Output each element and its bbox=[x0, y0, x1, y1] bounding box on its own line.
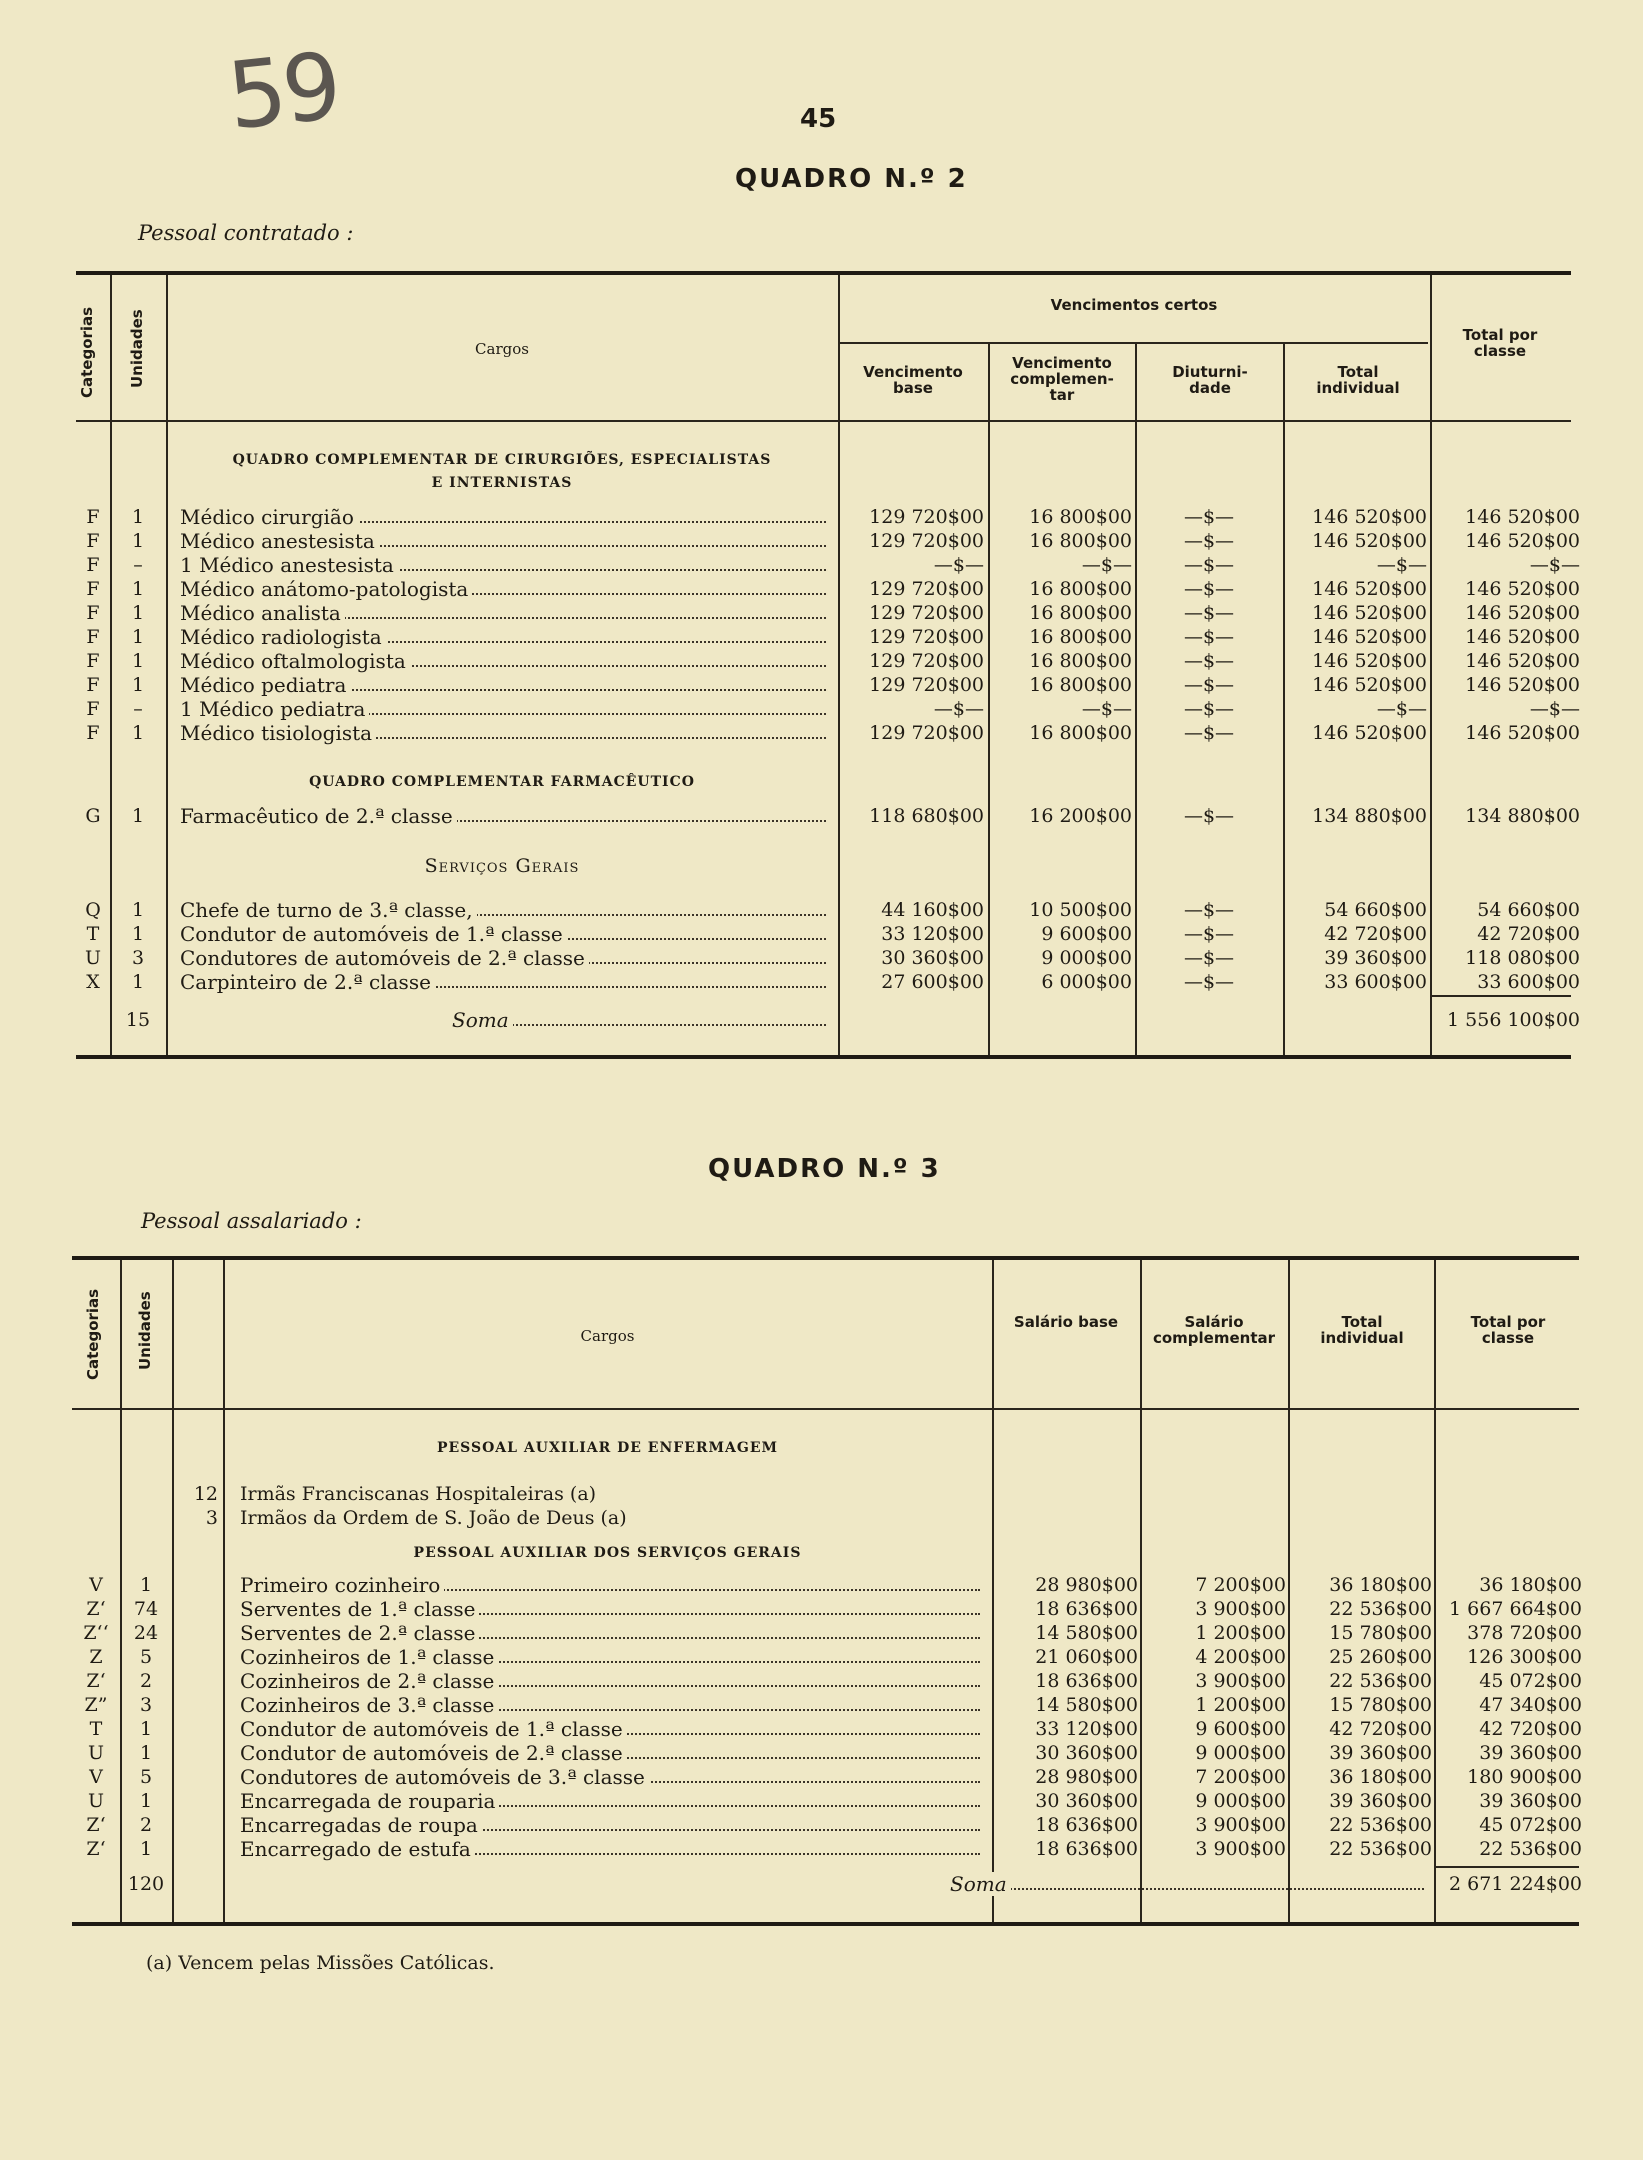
row-diuturnidade: —$— bbox=[1183, 805, 1235, 827]
row-cargo: Médico anátomo-patologista bbox=[180, 577, 832, 601]
row-diuturnidade: —$— bbox=[1183, 626, 1235, 648]
q3-header-total-por-classe: Total por classe bbox=[1470, 1313, 1546, 1347]
row-total-por-classe: 134 880$00 bbox=[1465, 805, 1580, 827]
row-cargo: Médico oftalmologista bbox=[180, 649, 832, 673]
row-categoria: Q bbox=[85, 899, 101, 921]
page-number: 45 bbox=[800, 104, 837, 134]
row-unidades: 1 bbox=[139, 1838, 153, 1860]
row-categoria: T bbox=[89, 1718, 103, 1740]
header-vencimentos-certos: Vencimentos certos bbox=[1050, 296, 1218, 314]
row-vencimento-base: 30 360$00 bbox=[881, 947, 984, 969]
header-categorias: Categorias bbox=[78, 306, 96, 398]
row-categoria: F bbox=[86, 626, 100, 648]
row-vencimento-complementar: 16 800$00 bbox=[1029, 650, 1132, 672]
row-total-individual: 146 520$00 bbox=[1312, 602, 1427, 624]
row-categoria: F bbox=[86, 602, 100, 624]
row-cargo: Médico cirurgião bbox=[180, 505, 832, 529]
row-categoria: X bbox=[86, 971, 100, 993]
row-total-individual: 146 520$00 bbox=[1312, 506, 1427, 528]
row-vencimento-complementar: 9 000$00 bbox=[1041, 947, 1132, 969]
q2-soma-total: 1 556 100$00 bbox=[1447, 1009, 1580, 1031]
row-cargo: Médico tisiologista bbox=[180, 721, 832, 745]
row-cargo: Cozinheiros de 2.ª classe bbox=[240, 1669, 986, 1693]
q2-soma-units: 15 bbox=[125, 1009, 151, 1031]
row-salario-base: 14 580$00 bbox=[1035, 1694, 1138, 1716]
quadro-2-subtitle: Pessoal contratado : bbox=[138, 221, 354, 245]
row-total-individual: 15 780$00 bbox=[1329, 1694, 1432, 1716]
row-diuturnidade: —$— bbox=[1183, 947, 1235, 969]
row-total-individual: 36 180$00 bbox=[1329, 1574, 1432, 1596]
header-unidades: Unidades bbox=[128, 309, 146, 388]
row-total-individual: 134 880$00 bbox=[1312, 805, 1427, 827]
row-vencimento-base: —$— bbox=[933, 554, 984, 576]
row-cargo: Serventes de 2.ª classe bbox=[240, 1621, 986, 1645]
row-vencimento-complementar: 16 200$00 bbox=[1029, 805, 1132, 827]
row-categoria: Z‘ bbox=[86, 1670, 106, 1692]
row-salario-complementar: 7 200$00 bbox=[1195, 1766, 1286, 1788]
row-cargo: Médico anestesista bbox=[180, 529, 832, 553]
row-vencimento-base: 33 120$00 bbox=[881, 923, 984, 945]
row-unidades: 1 bbox=[131, 626, 145, 648]
row-total-individual: —$— bbox=[1376, 698, 1427, 720]
row-cargo: Encarregadas de roupa bbox=[240, 1813, 986, 1837]
row-total-individual: 146 520$00 bbox=[1312, 650, 1427, 672]
q3-soma-label: Soma bbox=[950, 1872, 1430, 1896]
row-total-por-classe: 146 520$00 bbox=[1465, 506, 1580, 528]
row-categoria: Z‘ bbox=[86, 1838, 106, 1860]
row-vencimento-complementar: 10 500$00 bbox=[1029, 899, 1132, 921]
row-cargo: Médico radiologista bbox=[180, 625, 832, 649]
row-categoria: F bbox=[86, 650, 100, 672]
row-cargo: Médico pediatra bbox=[180, 673, 832, 697]
row-salario-complementar: 9 600$00 bbox=[1195, 1718, 1286, 1740]
row-categoria: F bbox=[86, 722, 100, 744]
handwritten-page-number: 59 bbox=[222, 32, 343, 151]
row-vencimento-complementar: 16 800$00 bbox=[1029, 674, 1132, 696]
row-salario-base: 28 980$00 bbox=[1035, 1574, 1138, 1596]
row-diuturnidade: —$— bbox=[1183, 554, 1235, 576]
header-vencimento-base: Vencimento base bbox=[863, 363, 963, 397]
row-vencimento-base: 129 720$00 bbox=[869, 578, 984, 600]
row-cargo: Encarregada de rouparia bbox=[240, 1789, 986, 1813]
row-total-por-classe: 54 660$00 bbox=[1477, 899, 1580, 921]
row-unidades: 1 bbox=[131, 923, 145, 945]
row-categoria: F bbox=[86, 698, 100, 720]
row-categoria: F bbox=[86, 578, 100, 600]
row-total-individual: 146 520$00 bbox=[1312, 674, 1427, 696]
header-diuturnidade: Diuturni- dade bbox=[1172, 363, 1248, 397]
row-total-individual: 146 520$00 bbox=[1312, 722, 1427, 744]
row-salario-base: 18 636$00 bbox=[1035, 1598, 1138, 1620]
row-cargo: Cozinheiros de 3.ª classe bbox=[240, 1693, 986, 1717]
row-total-individual: 22 536$00 bbox=[1329, 1838, 1432, 1860]
q3-header-categorias: Categorias bbox=[84, 1288, 102, 1380]
q3-header-unidades: Unidades bbox=[136, 1291, 154, 1370]
row-salario-base: 33 120$00 bbox=[1035, 1718, 1138, 1740]
row-vencimento-complementar: 16 800$00 bbox=[1029, 530, 1132, 552]
header-total-por-classe: Total por classe bbox=[1462, 326, 1538, 360]
row-diuturnidade: —$— bbox=[1183, 530, 1235, 552]
row-salario-base: 21 060$00 bbox=[1035, 1646, 1138, 1668]
row-salario-base: 30 360$00 bbox=[1035, 1790, 1138, 1812]
enf-row-unidades: 12 bbox=[193, 1483, 218, 1505]
row-categoria: U bbox=[87, 1790, 104, 1812]
row-diuturnidade: —$— bbox=[1183, 506, 1235, 528]
row-salario-complementar: 9 000$00 bbox=[1195, 1790, 1286, 1812]
row-salario-base: 14 580$00 bbox=[1035, 1622, 1138, 1644]
row-salario-complementar: 1 200$00 bbox=[1195, 1694, 1286, 1716]
row-total-individual: 22 536$00 bbox=[1329, 1814, 1432, 1836]
section-cirurgioes-title-2: E INTERNISTAS bbox=[431, 475, 573, 491]
row-cargo: Cozinheiros de 1.ª classe bbox=[240, 1645, 986, 1669]
row-unidades: 1 bbox=[131, 805, 145, 827]
row-diuturnidade: —$— bbox=[1183, 971, 1235, 993]
q2-soma-label: Soma bbox=[452, 1008, 832, 1032]
row-total-individual: 39 360$00 bbox=[1329, 1742, 1432, 1764]
row-diuturnidade: —$— bbox=[1183, 698, 1235, 720]
row-total-individual: 39 360$00 bbox=[1324, 947, 1427, 969]
row-diuturnidade: —$— bbox=[1183, 674, 1235, 696]
row-diuturnidade: —$— bbox=[1183, 722, 1235, 744]
row-unidades: 2 bbox=[139, 1670, 153, 1692]
row-diuturnidade: —$— bbox=[1183, 650, 1235, 672]
row-categoria: F bbox=[86, 674, 100, 696]
row-unidades: – bbox=[133, 554, 143, 576]
row-total-por-classe: 39 360$00 bbox=[1479, 1790, 1582, 1812]
row-vencimento-base: 129 720$00 bbox=[869, 722, 984, 744]
row-diuturnidade: —$— bbox=[1183, 602, 1235, 624]
row-vencimento-complementar: 16 800$00 bbox=[1029, 578, 1132, 600]
row-unidades: 3 bbox=[139, 1694, 153, 1716]
row-cargo: Encarregado de estufa bbox=[240, 1837, 986, 1861]
row-cargo: Condutores de automóveis de 3.ª classe bbox=[240, 1765, 986, 1789]
row-total-individual: 146 520$00 bbox=[1312, 530, 1427, 552]
row-salario-complementar: 1 200$00 bbox=[1195, 1622, 1286, 1644]
row-total-individual: 39 360$00 bbox=[1329, 1790, 1432, 1812]
row-vencimento-base: 129 720$00 bbox=[869, 530, 984, 552]
row-total-por-classe: 42 720$00 bbox=[1479, 1718, 1582, 1740]
row-unidades: 2 bbox=[139, 1814, 153, 1836]
row-categoria: Z‘ bbox=[86, 1598, 106, 1620]
q3-soma-units: 120 bbox=[127, 1873, 165, 1895]
row-unidades: 1 bbox=[131, 578, 145, 600]
section-servicos-gerais-title-q3: PESSOAL AUXILIAR DOS SERVIÇOS GERAIS bbox=[413, 1545, 802, 1561]
row-salario-complementar: 9 000$00 bbox=[1195, 1742, 1286, 1764]
row-unidades: 3 bbox=[131, 947, 145, 969]
row-total-individual: 54 660$00 bbox=[1324, 899, 1427, 921]
row-total-por-classe: 146 520$00 bbox=[1465, 626, 1580, 648]
row-unidades: 1 bbox=[131, 506, 145, 528]
row-salario-complementar: 4 200$00 bbox=[1195, 1646, 1286, 1668]
header-cargos: Cargos bbox=[475, 340, 529, 358]
row-vencimento-complementar: 6 000$00 bbox=[1041, 971, 1132, 993]
row-unidades: 1 bbox=[131, 530, 145, 552]
row-unidades: 1 bbox=[139, 1742, 153, 1764]
row-vencimento-base: —$— bbox=[933, 698, 984, 720]
row-unidades: 1 bbox=[131, 602, 145, 624]
row-total-por-classe: 36 180$00 bbox=[1479, 1574, 1582, 1596]
row-total-por-classe: 42 720$00 bbox=[1477, 923, 1580, 945]
row-cargo: Médico analista bbox=[180, 601, 832, 625]
row-vencimento-complementar: —$— bbox=[1081, 554, 1132, 576]
row-unidades: 1 bbox=[131, 722, 145, 744]
row-total-por-classe: 22 536$00 bbox=[1479, 1838, 1582, 1860]
row-vencimento-complementar: —$— bbox=[1081, 698, 1132, 720]
row-categoria: F bbox=[86, 506, 100, 528]
section-farmaceutico-title: QUADRO COMPLEMENTAR FARMACÊUTICO bbox=[309, 774, 695, 790]
q3-header-salario-base: Salário base bbox=[1013, 1313, 1119, 1331]
row-total-individual: 15 780$00 bbox=[1329, 1622, 1432, 1644]
row-total-por-classe: 146 520$00 bbox=[1465, 530, 1580, 552]
row-total-por-classe: 45 072$00 bbox=[1479, 1670, 1582, 1692]
row-vencimento-complementar: 16 800$00 bbox=[1029, 626, 1132, 648]
row-total-por-classe: 47 340$00 bbox=[1479, 1694, 1582, 1716]
row-total-individual: 33 600$00 bbox=[1324, 971, 1427, 993]
row-cargo: Condutor de automóveis de 1.ª classe bbox=[240, 1717, 986, 1741]
row-cargo: Chefe de turno de 3.ª classe, bbox=[180, 898, 832, 922]
row-categoria: Z bbox=[89, 1646, 103, 1668]
row-categoria: V bbox=[89, 1766, 103, 1788]
row-total-individual: 22 536$00 bbox=[1329, 1598, 1432, 1620]
row-vencimento-base: 129 720$00 bbox=[869, 650, 984, 672]
row-unidades: 1 bbox=[131, 971, 145, 993]
q3-soma-total: 2 671 224$00 bbox=[1449, 1873, 1582, 1895]
row-total-por-classe: 146 520$00 bbox=[1465, 722, 1580, 744]
row-vencimento-base: 129 720$00 bbox=[869, 506, 984, 528]
row-salario-complementar: 3 900$00 bbox=[1195, 1670, 1286, 1692]
row-categoria: U bbox=[87, 1742, 104, 1764]
row-vencimento-complementar: 16 800$00 bbox=[1029, 602, 1132, 624]
row-vencimento-base: 129 720$00 bbox=[869, 626, 984, 648]
enf-row-unidades: 3 bbox=[205, 1507, 218, 1529]
row-total-individual: 146 520$00 bbox=[1312, 626, 1427, 648]
row-salario-base: 18 636$00 bbox=[1035, 1814, 1138, 1836]
row-total-por-classe: 118 080$00 bbox=[1465, 947, 1580, 969]
row-unidades: 5 bbox=[139, 1766, 153, 1788]
row-total-por-classe: 45 072$00 bbox=[1479, 1814, 1582, 1836]
row-total-por-classe: 180 900$00 bbox=[1467, 1766, 1582, 1788]
row-total-individual: 36 180$00 bbox=[1329, 1766, 1432, 1788]
q3-header-cargos: Cargos bbox=[580, 1327, 635, 1345]
header-vencimento-complementar: Vencimento complemen- tar bbox=[1010, 354, 1114, 404]
footnote: (a) Vencem pelas Missões Católicas. bbox=[146, 1952, 495, 1974]
row-salario-complementar: 3 900$00 bbox=[1195, 1814, 1286, 1836]
row-unidades: 24 bbox=[133, 1622, 159, 1644]
row-total-por-classe: 33 600$00 bbox=[1477, 971, 1580, 993]
row-total-por-classe: 378 720$00 bbox=[1467, 1622, 1582, 1644]
row-salario-complementar: 7 200$00 bbox=[1195, 1574, 1286, 1596]
row-unidades: 1 bbox=[139, 1574, 153, 1596]
row-unidades: 1 bbox=[131, 899, 145, 921]
row-cargo: Carpinteiro de 2.ª classe bbox=[180, 970, 832, 994]
row-total-por-classe: —$— bbox=[1529, 698, 1580, 720]
row-salario-complementar: 3 900$00 bbox=[1195, 1838, 1286, 1860]
row-cargo: 1 Médico pediatra bbox=[180, 697, 832, 721]
row-total-por-classe: 146 520$00 bbox=[1465, 602, 1580, 624]
section-enfermagem-title: PESSOAL AUXILIAR DE ENFERMAGEM bbox=[436, 1440, 778, 1456]
row-total-por-classe: 146 520$00 bbox=[1465, 650, 1580, 672]
row-total-por-classe: 39 360$00 bbox=[1479, 1742, 1582, 1764]
quadro-3-subtitle: Pessoal assalariado : bbox=[141, 1209, 362, 1233]
row-diuturnidade: —$— bbox=[1183, 923, 1235, 945]
row-unidades: 1 bbox=[131, 650, 145, 672]
row-salario-complementar: 3 900$00 bbox=[1195, 1598, 1286, 1620]
row-categoria: Z‘‘ bbox=[83, 1622, 109, 1644]
row-categoria: Z‘ bbox=[86, 1814, 106, 1836]
row-unidades: 5 bbox=[139, 1646, 153, 1668]
row-diuturnidade: —$— bbox=[1183, 578, 1235, 600]
row-unidades: 1 bbox=[139, 1790, 153, 1812]
row-cargo: Serventes de 1.ª classe bbox=[240, 1597, 986, 1621]
row-total-individual: 42 720$00 bbox=[1324, 923, 1427, 945]
row-salario-base: 30 360$00 bbox=[1035, 1742, 1138, 1764]
row-vencimento-base: 27 600$00 bbox=[881, 971, 984, 993]
header-total-individual: Total individual bbox=[1316, 363, 1400, 397]
row-categoria: Z” bbox=[84, 1694, 108, 1716]
row-total-individual: 146 520$00 bbox=[1312, 578, 1427, 600]
row-vencimento-base: 44 160$00 bbox=[881, 899, 984, 921]
row-vencimento-base: 129 720$00 bbox=[869, 674, 984, 696]
section-cirurgioes-title: QUADRO COMPLEMENTAR DE CIRURGIÕES, ESPECIALISTAS bbox=[232, 452, 772, 468]
row-categoria: F bbox=[86, 554, 100, 576]
row-total-por-classe: —$— bbox=[1529, 554, 1580, 576]
row-salario-base: 18 636$00 bbox=[1035, 1838, 1138, 1860]
row-total-por-classe: 146 520$00 bbox=[1465, 674, 1580, 696]
row-total-individual: 22 536$00 bbox=[1329, 1670, 1432, 1692]
row-total-individual: 42 720$00 bbox=[1329, 1718, 1432, 1740]
row-vencimento-complementar: 16 800$00 bbox=[1029, 722, 1132, 744]
row-cargo: Condutor de automóveis de 1.ª classe bbox=[180, 922, 832, 946]
row-unidades: – bbox=[133, 698, 143, 720]
row-total-individual: —$— bbox=[1376, 554, 1427, 576]
row-total-individual: 25 260$00 bbox=[1329, 1646, 1432, 1668]
enf-row-cargo: Irmãos da Ordem de S. João de Deus (a) bbox=[240, 1507, 627, 1529]
row-unidades: 1 bbox=[139, 1718, 153, 1740]
row-cargo: Primeiro cozinheiro bbox=[240, 1573, 986, 1597]
quadro-2-title: QUADRO N.º 2 bbox=[735, 164, 968, 194]
row-cargo: Condutores de automóveis de 2.ª classe bbox=[180, 946, 832, 970]
section-servicos-gerais-title: Serviços Gerais bbox=[424, 855, 580, 877]
row-vencimento-complementar: 16 800$00 bbox=[1029, 506, 1132, 528]
row-vencimento-complementar: 9 600$00 bbox=[1041, 923, 1132, 945]
row-categoria: G bbox=[85, 805, 101, 827]
row-vencimento-base: 129 720$00 bbox=[869, 602, 984, 624]
row-total-por-classe: 126 300$00 bbox=[1467, 1646, 1582, 1668]
row-categoria: V bbox=[89, 1574, 103, 1596]
row-salario-base: 28 980$00 bbox=[1035, 1766, 1138, 1788]
row-total-por-classe: 146 520$00 bbox=[1465, 578, 1580, 600]
row-cargo: Condutor de automóveis de 2.ª classe bbox=[240, 1741, 986, 1765]
row-diuturnidade: —$— bbox=[1183, 899, 1235, 921]
row-unidades: 74 bbox=[133, 1598, 159, 1620]
enf-row-cargo: Irmãs Franciscanas Hospitaleiras (a) bbox=[240, 1483, 597, 1505]
row-vencimento-base: 118 680$00 bbox=[869, 805, 984, 827]
row-categoria: F bbox=[86, 530, 100, 552]
row-salario-base: 18 636$00 bbox=[1035, 1670, 1138, 1692]
row-unidades: 1 bbox=[131, 674, 145, 696]
row-cargo: Farmacêutico de 2.ª classe bbox=[180, 804, 832, 828]
row-cargo: 1 Médico anestesista bbox=[180, 553, 832, 577]
q3-header-salario-complementar: Salário complementar bbox=[1152, 1313, 1276, 1347]
row-categoria: U bbox=[84, 947, 101, 969]
q3-header-total-individual: Total individual bbox=[1320, 1313, 1404, 1347]
quadro-3-title: QUADRO N.º 3 bbox=[708, 1154, 941, 1184]
row-total-por-classe: 1 667 664$00 bbox=[1449, 1598, 1582, 1620]
row-categoria: T bbox=[86, 923, 100, 945]
